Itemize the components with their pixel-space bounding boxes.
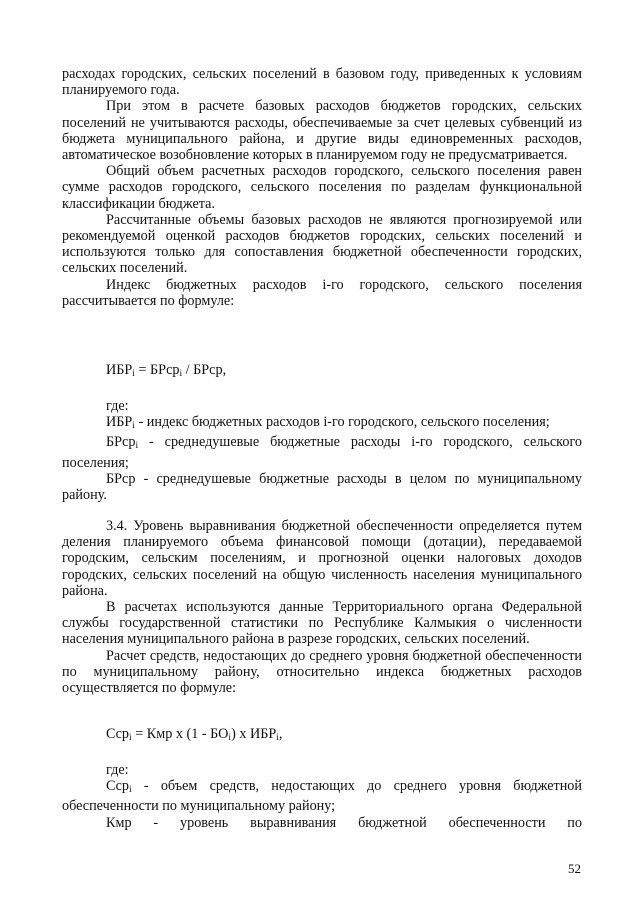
definition-ccp <box>62 778 582 814</box>
definition-brsr-i-sub: i <box>135 441 139 452</box>
formula-ccp-b-sub: i <box>228 733 232 743</box>
definition-ibr-text: - индекс бюджетных расходов i-го городского, сельского поселения; <box>134 414 550 431</box>
formula-ccp-d: , <box>278 726 283 742</box>
formula-ibr-lhs: ИБР <box>106 362 133 378</box>
definition-brsr-i-term: БРср <box>106 434 136 451</box>
paragraph-statistics-source: В расчетах используются данные Территориального органа Федеральной службы государственной статистики по Республике Калмыкия о численности населения муниципального района в разрезе городских, сельских поселений. <box>62 599 582 648</box>
definition-ccp-text: - объем средств, недостающих до среднего уровня бюджетной обеспеченности по муниципальному району; <box>62 778 582 815</box>
definition-brsr-i-text: - среднедушевые бюджетные расходы i-го городского, сельского поселения; <box>62 434 582 471</box>
formula-ccp-a: Сср <box>106 726 130 742</box>
formula-ccp-c-sub: i <box>276 733 279 743</box>
formula-ibr-rhs: / БРср, <box>182 362 227 378</box>
formula-ibr <box>62 362 582 382</box>
formula-ibr-mid-sub: i <box>179 369 183 379</box>
page-number: 52 <box>568 861 581 876</box>
section-3-4 <box>62 518 582 696</box>
definition-ccp-term: Сср <box>106 778 130 795</box>
paragraph-exclusions: При этом в расчете базовых расходов бюджетов городских, сельских поселений не учитываются расходы, обеспечиваемые за счет целевых субвенций из бюджета муниципального района, и другие виды единовременных расходов, автоматическое возобновление которых в планируемом году не предусматривается. <box>62 98 582 164</box>
paragraph-index-intro: Индекс бюджетных расходов i-го городского, сельского поселения рассчитывается по формуле: <box>62 276 582 309</box>
formula-ccp-c: ) х ИБР <box>231 726 277 742</box>
definition-ibr <box>62 414 582 434</box>
definition-brsr-i <box>62 434 582 470</box>
definition-ccp-sub: i <box>129 785 132 796</box>
definition-brsr: БРср - среднедушевые бюджетные расходы в целом по муниципальному району. <box>62 470 582 504</box>
definition-kmr: Кмр - уровень выравнивания бюджетной обеспеченности по <box>106 814 582 831</box>
definition-ibr-sub: i <box>132 421 135 432</box>
formula-ccp-a-sub: i <box>129 733 132 743</box>
formula-ibr-mid: = БРср <box>134 362 180 378</box>
formula-ccp <box>62 726 582 746</box>
where-label: где: <box>106 398 129 414</box>
body-text-top <box>62 66 582 309</box>
where-label-2: где: <box>106 762 129 778</box>
paragraph-calc-intro: Расчет средств, недостающих до среднего уровня бюджетной обеспеченности по муниципальному району, относительно индекса бюджетных расходов осуществляется по формуле: <box>62 647 582 697</box>
definitions-ibr <box>62 398 582 503</box>
paragraph-continuation: расходах городских, сельских поселений в базовом году, приведенных к условиям планируемого года. <box>62 66 582 99</box>
formula-ccp-b: = Кмр х (1 - БО <box>131 726 229 742</box>
definition-ibr-term: ИБР <box>106 414 133 431</box>
paragraph-base-expenses: Рассчитанные объемы базовых расходов не являются прогнозируемой или рекомендуемой оценкой расходов бюджетов городских, сельских поселений и используются только для сопоставления бюджетной обеспеченности городских, сельских поселений. <box>62 211 582 277</box>
formula-ibr-lhs-sub: i <box>132 369 135 379</box>
definitions-ccp <box>62 762 582 831</box>
paragraph-section-3-4: 3.4. Уровень выравнивания бюджетной обеспеченности определяется путем деления планируемого объема финансовой помощи (дотации), передаваемой городским, сельским поселениям, и прогнозной оценки налоговых доходов городских, сельских поселений на общую численность населения муниципального района. <box>62 518 582 599</box>
paragraph-total-expenses: Общий объем расчетных расходов городского, сельского поселения равен сумме расходов городского, сельского поселения по разделам функциональной классификации бюджета. <box>62 163 582 212</box>
